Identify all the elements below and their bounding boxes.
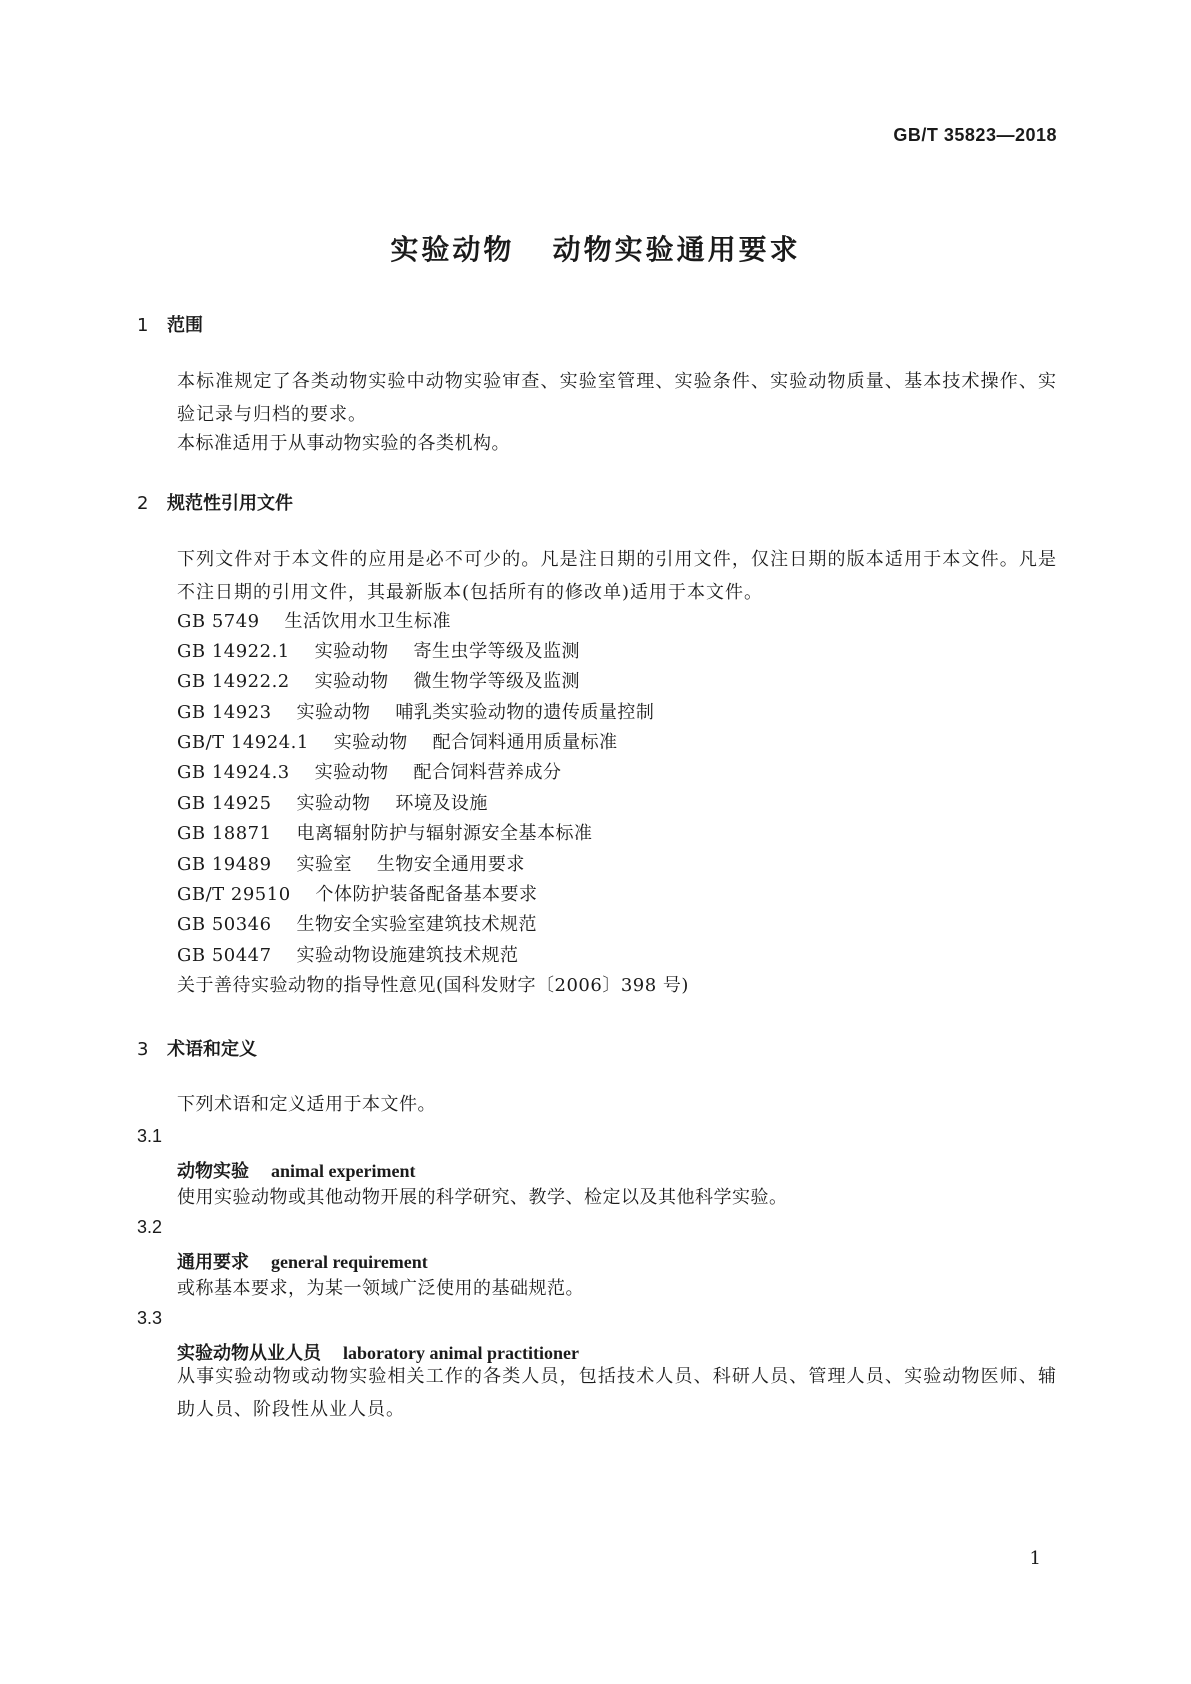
section-number: 2 [137, 493, 149, 514]
term-definition: 使用实验动物或其他动物开展的科学研究、教学、检定以及其他科学实验。 [177, 1187, 788, 1208]
term-number: 3.1 [137, 1126, 163, 1146]
reference-item: GB/T 14924.1 实验动物 配合饲料通用质量标准 [177, 732, 618, 753]
term-zh: 通用要求 [177, 1252, 249, 1273]
standard-number: GB/T 35823—2018 [893, 125, 1057, 145]
reference-item: GB 14923 实验动物 哺乳类实验动物的遗传质量控制 [177, 702, 655, 723]
section-heading-normative-references [137, 489, 293, 515]
term-zh: 动物实验 [177, 1161, 249, 1182]
page-number: 1 [1029, 1548, 1041, 1569]
reference-item: GB 50447 实验动物设施建筑技术规范 [177, 945, 519, 966]
term-zh: 实验动物从业人员 [177, 1343, 321, 1364]
term-number: 3.3 [137, 1308, 163, 1328]
reference-item: GB 14925 实验动物 环境及设施 [177, 793, 488, 814]
paragraph-text: 本标准规定了各类动物实验中动物实验审查、实验室管理、实验条件、实验动物质量、基本技术操作、实验记录与归档的要求。 [177, 371, 1057, 425]
reference-item: GB 14922.2 实验动物 微生物学等级及监测 [177, 671, 581, 692]
document-title: 实验动物 动物实验通用要求 [390, 233, 801, 266]
reference-item: GB 19489 实验室 生物安全通用要求 [177, 854, 525, 875]
section-title: 规范性引用文件 [167, 493, 293, 514]
reference-item: GB 18871 电离辐射防护与辐射源安全基本标准 [177, 823, 593, 844]
term-heading [177, 1157, 415, 1183]
section-title: 术语和定义 [167, 1039, 257, 1060]
term-number: 3.2 [137, 1217, 163, 1237]
reference-item: GB/T 29510 个体防护装备配备基本要求 [177, 884, 538, 905]
reference-item: GB 14924.3 实验动物 配合饲料营养成分 [177, 762, 562, 783]
term-en: animal experiment [271, 1161, 416, 1181]
section-number: 3 [137, 1039, 149, 1060]
section-title: 范围 [167, 315, 203, 336]
term-en: laboratory animal practitioner [343, 1343, 579, 1363]
paragraph-text: 本标准适用于从事动物实验的各类机构。 [177, 433, 510, 454]
paragraph [137, 1360, 1057, 1426]
term-definition: 或称基本要求，为某一领域广泛使用的基础规范。 [177, 1278, 584, 1299]
paragraph-text: 下列术语和定义适用于本文件。 [177, 1094, 436, 1115]
term-heading [177, 1248, 428, 1274]
paragraph [137, 365, 1057, 431]
section-heading-terms-and-definitions [137, 1035, 257, 1061]
section-number: 1 [137, 315, 149, 336]
reference-item: GB 50346 生物安全实验室建筑技术规范 [177, 914, 537, 935]
reference-item: GB 14922.1 实验动物 寄生虫学等级及监测 [177, 641, 581, 662]
term-definition: 从事实验动物或动物实验相关工作的各类人员，包括技术人员、科研人员、管理人员、实验动物医师、辅助人员、阶段性从业人员。 [177, 1366, 1057, 1420]
reference-item: 关于善待实验动物的指导性意见(国科发财字〔2006〕398 号) [177, 975, 689, 996]
reference-item: GB 5749 生活饮用水卫生标准 [177, 611, 452, 632]
section-heading-scope [137, 311, 203, 337]
paragraph-text: 下列文件对于本文件的应用是必不可少的。凡是注日期的引用文件，仅注日期的版本适用于本文件。凡是不注日期的引用文件，其最新版本(包括所有的修改单)适用于本文件。 [177, 549, 1057, 603]
paragraph [137, 543, 1057, 609]
term-en: general requirement [271, 1252, 428, 1272]
